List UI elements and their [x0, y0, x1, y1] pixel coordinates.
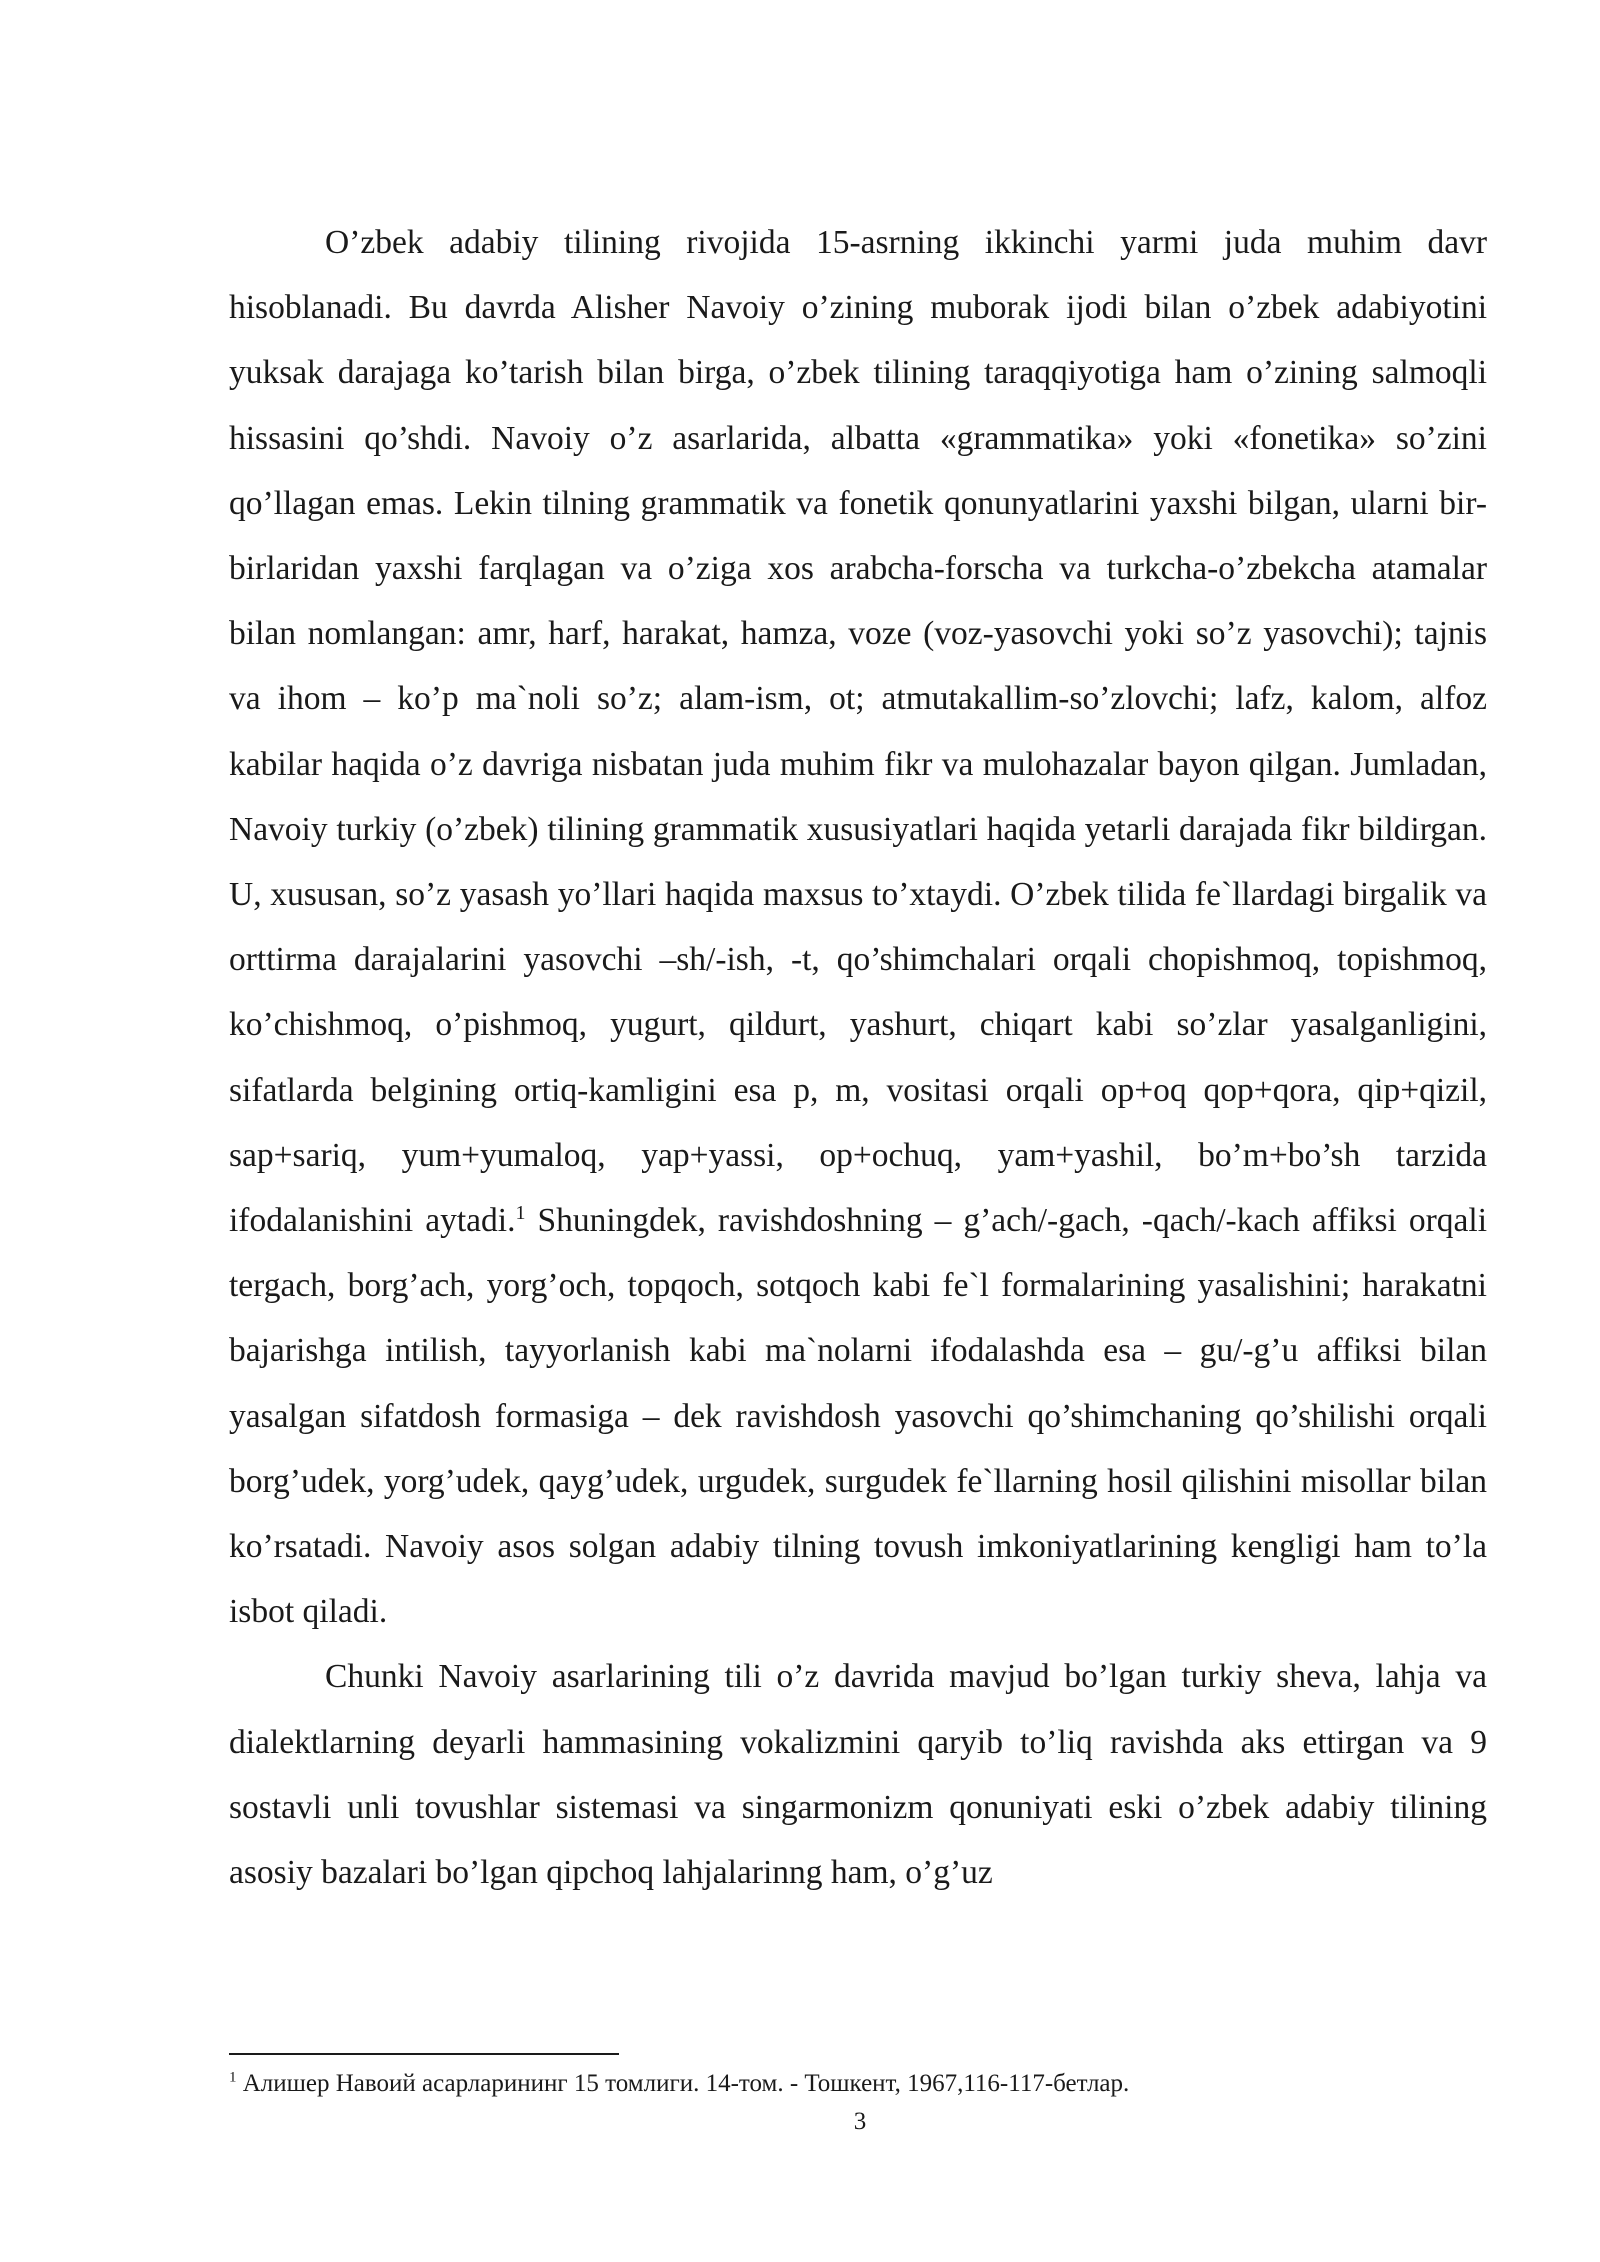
footnote-number: 1 — [229, 2069, 237, 2086]
body-text — [229, 210, 1487, 1905]
paragraph-1-text-part-2: Shuningdek, ravishdoshning – g’ach/-gach, -qach/-kach affiksi orqali tergach, borg’ach, yorg’och, topqoch, sotqoch kabi fe`l formalarining yasalishini; harakatni bajarishga intilish, tayyorlanish kabi ma`nolarni ifodalashda esa – gu/-g’u affiksi bilan yasalgan sifatdosh formasiga – dek ravishdosh yasovchi qo’shimchaning qo’shilishi orqali borg’udek, yorg’udek, qayg’udek, urgudek, surgudek fe`llarning hosil qilishini misollar bilan ko’rsatadi. Navoiy asos solgan adabiy tilning tovush imkoniyatlarining kengligi ham to’la isbot qiladi. — [229, 1202, 1488, 1631]
paragraph-1 — [229, 210, 1487, 1644]
footnote-separator — [229, 2053, 619, 2055]
footnote — [229, 2068, 1487, 2100]
paragraph-2: Chunki Navoiy asarlarining tili o’z davrida mavjud bo’lgan turkiy sheva, lahja va dialektlarning deyarli hammasining vokalizmini qaryib to’liq ravishda aks ettirgan va 9 sostavli unli tovushlar sistemasi va singarmonizm qonuniyati eski o’zbek adabiy tilining asosiy bazalari bo’lgan qipchoq lahjalarinng ham, o’g’uz — [229, 1658, 1487, 1892]
page-number: 3 — [853, 2108, 867, 2135]
footnote-text: Алишер Навоий асарларининг 15 томлиги. 14-том. - Тошкент, 1967,116-117-бетлар. — [242, 2070, 1130, 2097]
paragraph-1-text-part-1: O’zbek adabiy tilining rivojida 15-asrning ikkinchi yarmi juda muhim davr hisoblanadi. Bu davrda Alisher Navoiy o’zining muborak ijodi bilan o’zbek adabiyotini yuksak darajaga ko’tarish bilan birga, o’zbek tilining taraqqiyotiga ham o’zining salmoqli hissasini qo’shdi. Navoiy o’z asarlarida, albatta «grammatika» yoki «fonetika» so’zini qo’llagan emas. Lekin tilning grammatik va fonetik qonunyatlarini yaxshi bilgan, ularni bir-birlaridan yaxshi farqlagan va o’ziga xos arabcha-forscha va turkcha-o’zbekcha atamalar bilan nomlangan: amr, harf, harakat, hamza, voze (voz-yasovchi yoki so’z yasovchi); tajnis va ihom – ko’p ma`noli so’z; alam-ism, ot; atmutakallim-so’zlovchi; lafz, kalom, alfoz kabilar haqida o’z davriga nisbatan juda muhim fikr va mulohazalar bayon qilgan. Jumladan, Navoiy turkiy (o’zbek) tilining grammatik xususiyatlari haqida yetarli darajada fikr bildirgan. U, xususan, so’z yasash yo’llari haqida maxsus to’xtaydi. O’zbek tilida fe`llardagi birgalik va orttirma darajalarini yasovchi –sh/-ish, -t, qo’shimchalari orqali chopishmoq, topishmoq, ko’chishmoq, o’pishmoq, yugurt, qildurt, yashurt, chiqart kabi so’zlar yasalganligini, sifatlarda belgining ortiq-kamligini esa p, m, vositasi orqali op+oq qop+qora, qip+qizil, sap+sariq, yum+yumaloq, yap+yassi, op+ochuq, yam+yashil, bo’m+bo’sh tarzida ifodalanishini aytadi. — [229, 224, 1487, 1240]
footnote-reference[interactable]: 1 — [515, 1201, 526, 1224]
